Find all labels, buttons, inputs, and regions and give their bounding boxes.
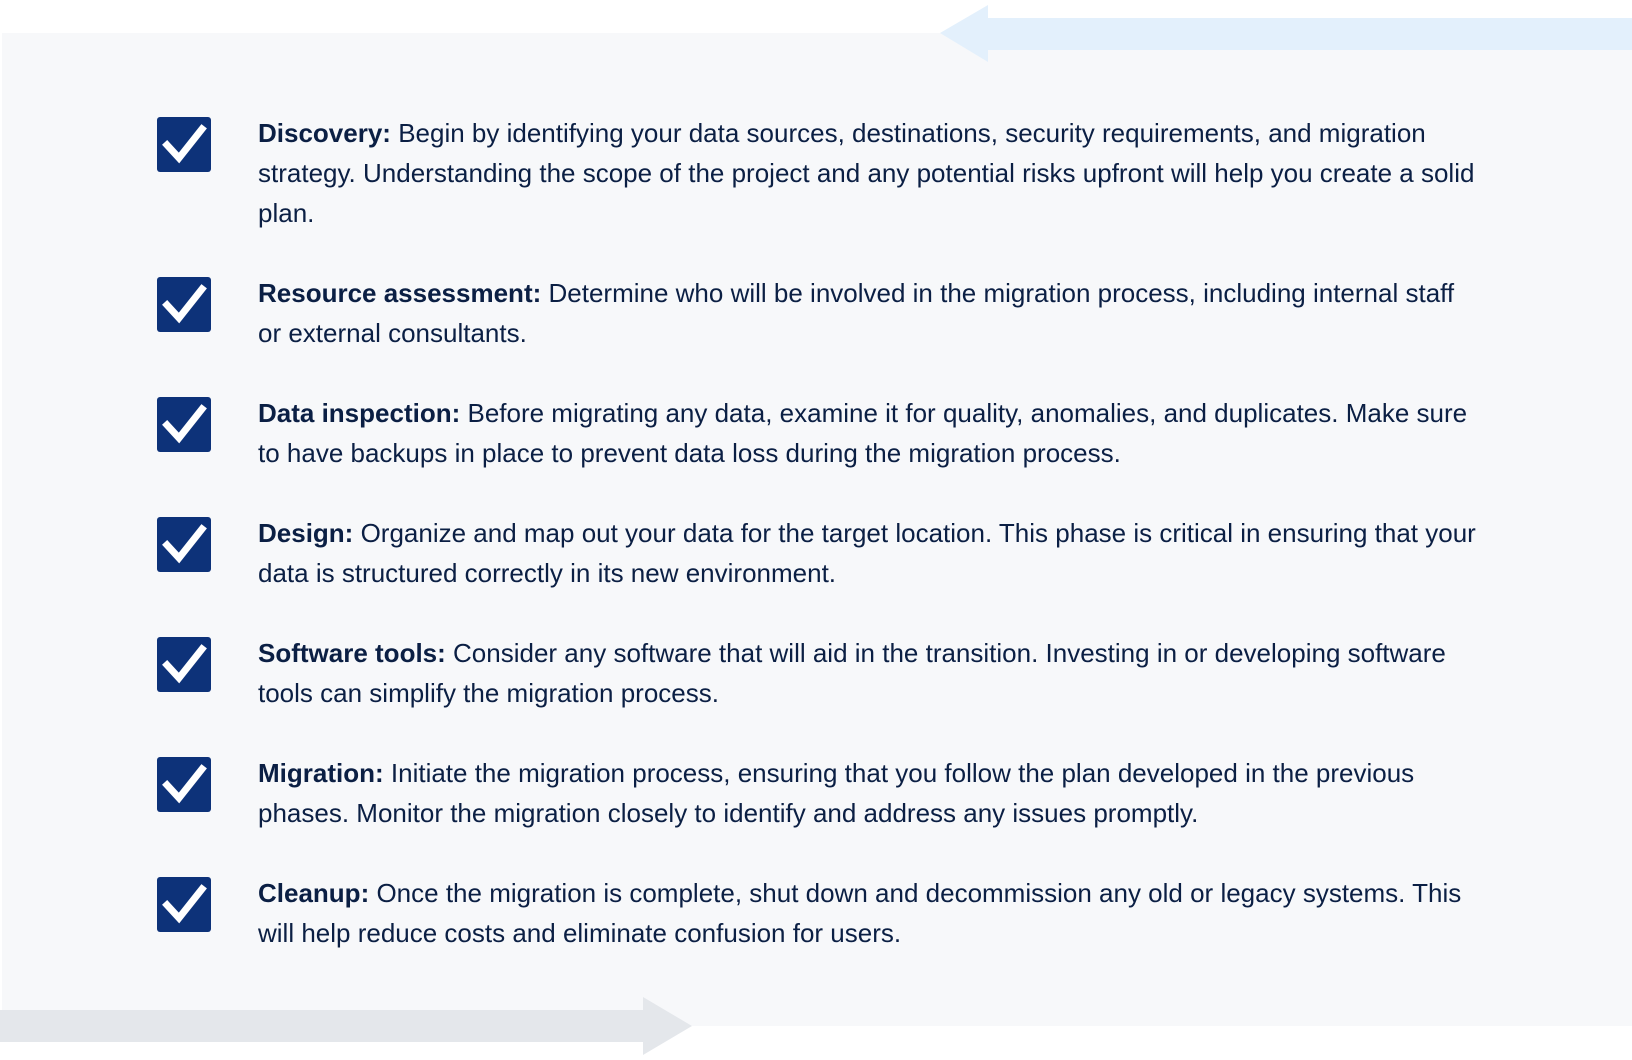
checklist-item-heading: Cleanup: <box>258 878 370 908</box>
checklist-item-heading: Design: <box>258 518 354 548</box>
checklist-item-body: Once the migration is complete, shut down and decommission any old or legacy systems. This will help reduce costs and eliminate confusion for users. <box>258 878 1462 948</box>
checklist-item-text <box>258 273 1478 353</box>
checklist-item-text <box>258 633 1478 713</box>
checklist-item-body: Before migrating any data, examine it for quality, anomalies, and duplicates. Make sure to have backups in place to prevent data loss during the migration process. <box>258 398 1468 468</box>
checklist-item-text <box>258 873 1478 953</box>
checkbox-checked-icon <box>157 397 211 452</box>
checklist-item-body: Determine who will be involved in the migration process, including internal staff or external consultants. <box>258 278 1455 348</box>
checkbox-checked-icon <box>157 117 211 172</box>
checkbox-checked-icon <box>157 517 211 572</box>
checklist-item-body: Consider any software that will aid in the transition. Investing in or developing software tools can simplify the migration process. <box>258 638 1446 708</box>
checklist-item-text <box>258 513 1478 593</box>
checklist-item-heading: Migration: <box>258 758 384 788</box>
checklist-item-body: Begin by identifying your data sources, destinations, security requirements, and migration strategy. Understanding the scope of the project and any potential risks upfront will help you create a solid plan. <box>258 118 1475 228</box>
checkbox-checked-icon <box>157 877 211 932</box>
checklist-item-body: Initiate the migration process, ensuring that you follow the plan developed in the previous phases. Monitor the migration closely to identify and address any issues promptly. <box>258 758 1415 828</box>
checkbox-checked-icon <box>157 277 211 332</box>
checkbox-checked-icon <box>157 757 211 812</box>
checkbox-checked-icon <box>157 637 211 692</box>
checklist-item-heading: Resource assessment: <box>258 278 542 308</box>
checklist-item-body: Organize and map out your data for the target location. This phase is critical in ensuring that your data is structured correctly in its new environment. <box>258 518 1476 588</box>
checklist-item-heading: Software tools: <box>258 638 446 668</box>
checklist-item-text <box>258 753 1478 833</box>
checklist-item-text <box>258 393 1478 473</box>
checklist-item-heading: Data inspection: <box>258 398 461 428</box>
checklist-item-text <box>258 113 1478 233</box>
checklist-item-heading: Discovery: <box>258 118 391 148</box>
